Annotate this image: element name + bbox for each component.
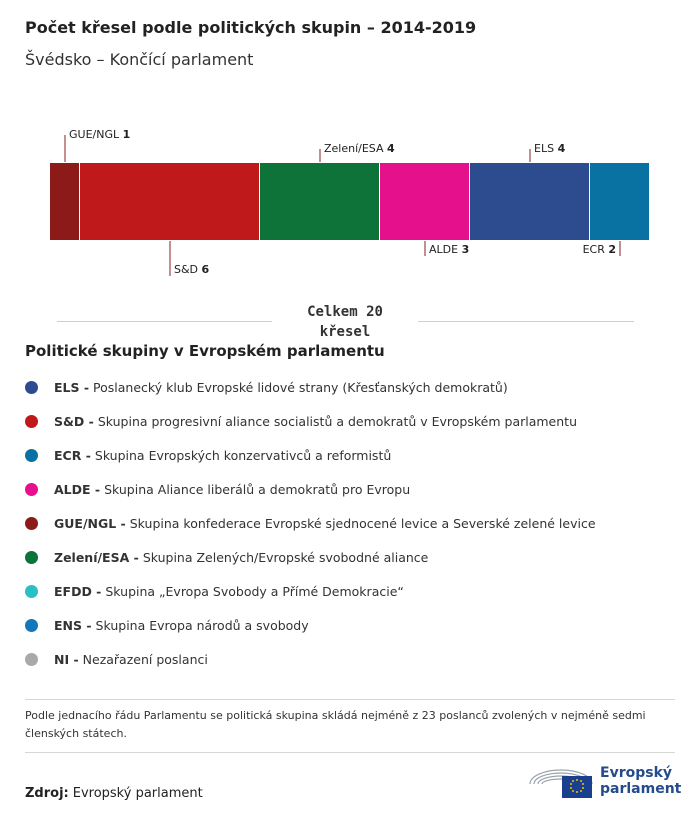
footnote: Podle jednacího řádu Parlamentu se politická skupina skládá nejméně z 23 poslanců zvolených v nejméně sedmi členských státech. — [25, 709, 646, 740]
separator-bottom — [25, 752, 675, 753]
legend-abbr: NI - — [54, 651, 79, 667]
total-divider-left — [57, 321, 272, 322]
legend-description: Skupina Aliance liberálů a demokratů pro Evropu — [104, 481, 411, 497]
legend-dot-icon — [25, 381, 38, 394]
legend-item — [25, 472, 685, 506]
legend-dot-icon — [25, 517, 38, 530]
segment-label-value: 4 — [557, 142, 566, 155]
source-label: Zdroj: — [25, 786, 69, 801]
segment-label-name: ALDE — [429, 243, 462, 256]
legend-description: Skupina Evropských konzervativců a reformistů — [94, 447, 392, 463]
total-seats — [274, 302, 416, 342]
bar-segment-s-d — [80, 163, 259, 240]
legend-item — [25, 370, 685, 404]
segment-label-value: 6 — [201, 263, 210, 276]
legend-description: Skupina Evropa národů a svobody — [95, 617, 309, 633]
segment-label-name: ELS — [534, 142, 558, 155]
segment-label-name: Zelení/ESA — [324, 142, 388, 155]
legend-abbr: ECR - — [54, 447, 91, 463]
segment-label — [174, 263, 210, 276]
source — [25, 786, 203, 801]
bar-segment-ecr — [590, 163, 649, 240]
legend-abbr: ELS - — [54, 379, 90, 395]
legend-description: Nezařazení poslanci — [82, 651, 208, 667]
legend-description: Skupina progresivní aliance socialistů a demokratů v Evropském parlamentu — [97, 413, 577, 429]
logo-text — [600, 765, 681, 797]
legend-description: Skupina „Evropa Svobody a Přímé Demokracie“ — [105, 583, 404, 599]
legend — [25, 370, 685, 676]
legend-item — [25, 506, 685, 540]
legend-abbr: S&D - — [54, 413, 94, 429]
legend-abbr: ALDE - — [54, 481, 101, 497]
legend-abbr: GUE/NGL - — [54, 515, 126, 531]
segment-label-name: ECR — [582, 243, 609, 256]
bar-segment-els — [470, 163, 589, 240]
legend-abbr: EFDD - — [54, 583, 102, 599]
segment-label — [583, 243, 616, 256]
source-value: Evropský parlament — [72, 786, 203, 801]
segment-label-value: 1 — [122, 128, 131, 141]
logo-line1: Evropský — [600, 765, 673, 781]
segment-label — [69, 128, 130, 141]
legend-item — [25, 608, 685, 642]
legend-abbr: ENS - — [54, 617, 92, 633]
legend-description: Skupina konfederace Evropské sjednocené levice a Severské zelené levice — [129, 515, 596, 531]
segment-label-name: GUE/NGL — [69, 128, 123, 141]
chart-title: Počet křesel podle politických skupin – 2014-2019 — [25, 18, 477, 37]
legend-dot-icon — [25, 585, 38, 598]
legend-description: Skupina Zelených/Evropské svobodné aliance — [142, 549, 429, 565]
legend-item — [25, 438, 685, 472]
legend-dot-icon — [25, 483, 38, 496]
segment-label — [534, 142, 566, 155]
total-seats-line1: Celkem 20 — [307, 304, 383, 320]
legend-item — [25, 540, 685, 574]
bar-segment-alde — [380, 163, 469, 240]
legend-dot-icon — [25, 619, 38, 632]
legend-item — [25, 574, 685, 608]
segment-label — [429, 243, 469, 256]
legend-title: Politické skupiny v Evropském parlamentu — [25, 342, 385, 360]
logo-line2: parlament — [600, 781, 682, 797]
hemicycle-icon — [528, 762, 594, 802]
segment-label-value: 4 — [387, 142, 395, 155]
legend-dot-icon — [25, 415, 38, 428]
legend-dot-icon — [25, 449, 38, 462]
segment-label-value: 2 — [608, 243, 616, 256]
legend-dot-icon — [25, 653, 38, 666]
segment-label — [324, 142, 395, 155]
bar-segment-zelen-esa — [260, 163, 379, 240]
total-seats-line2: křesel — [319, 324, 371, 340]
stacked-bar-chart — [0, 120, 700, 290]
separator-top — [25, 699, 675, 700]
total-divider-right — [418, 321, 634, 322]
legend-dot-icon — [25, 551, 38, 564]
chart-subtitle: Švédsko – Končící parlament — [25, 50, 254, 69]
bar-segment-gue-ngl — [50, 163, 79, 240]
legend-item — [25, 404, 685, 438]
segment-label-name: S&D — [174, 263, 202, 276]
legend-abbr: Zelení/ESA - — [54, 549, 139, 565]
segment-label-value: 3 — [461, 243, 470, 256]
legend-description: Poslanecký klub Evropské lidové strany (Křesťanských demokratů) — [93, 379, 508, 395]
legend-item — [25, 642, 685, 676]
ep-logo — [528, 762, 682, 802]
